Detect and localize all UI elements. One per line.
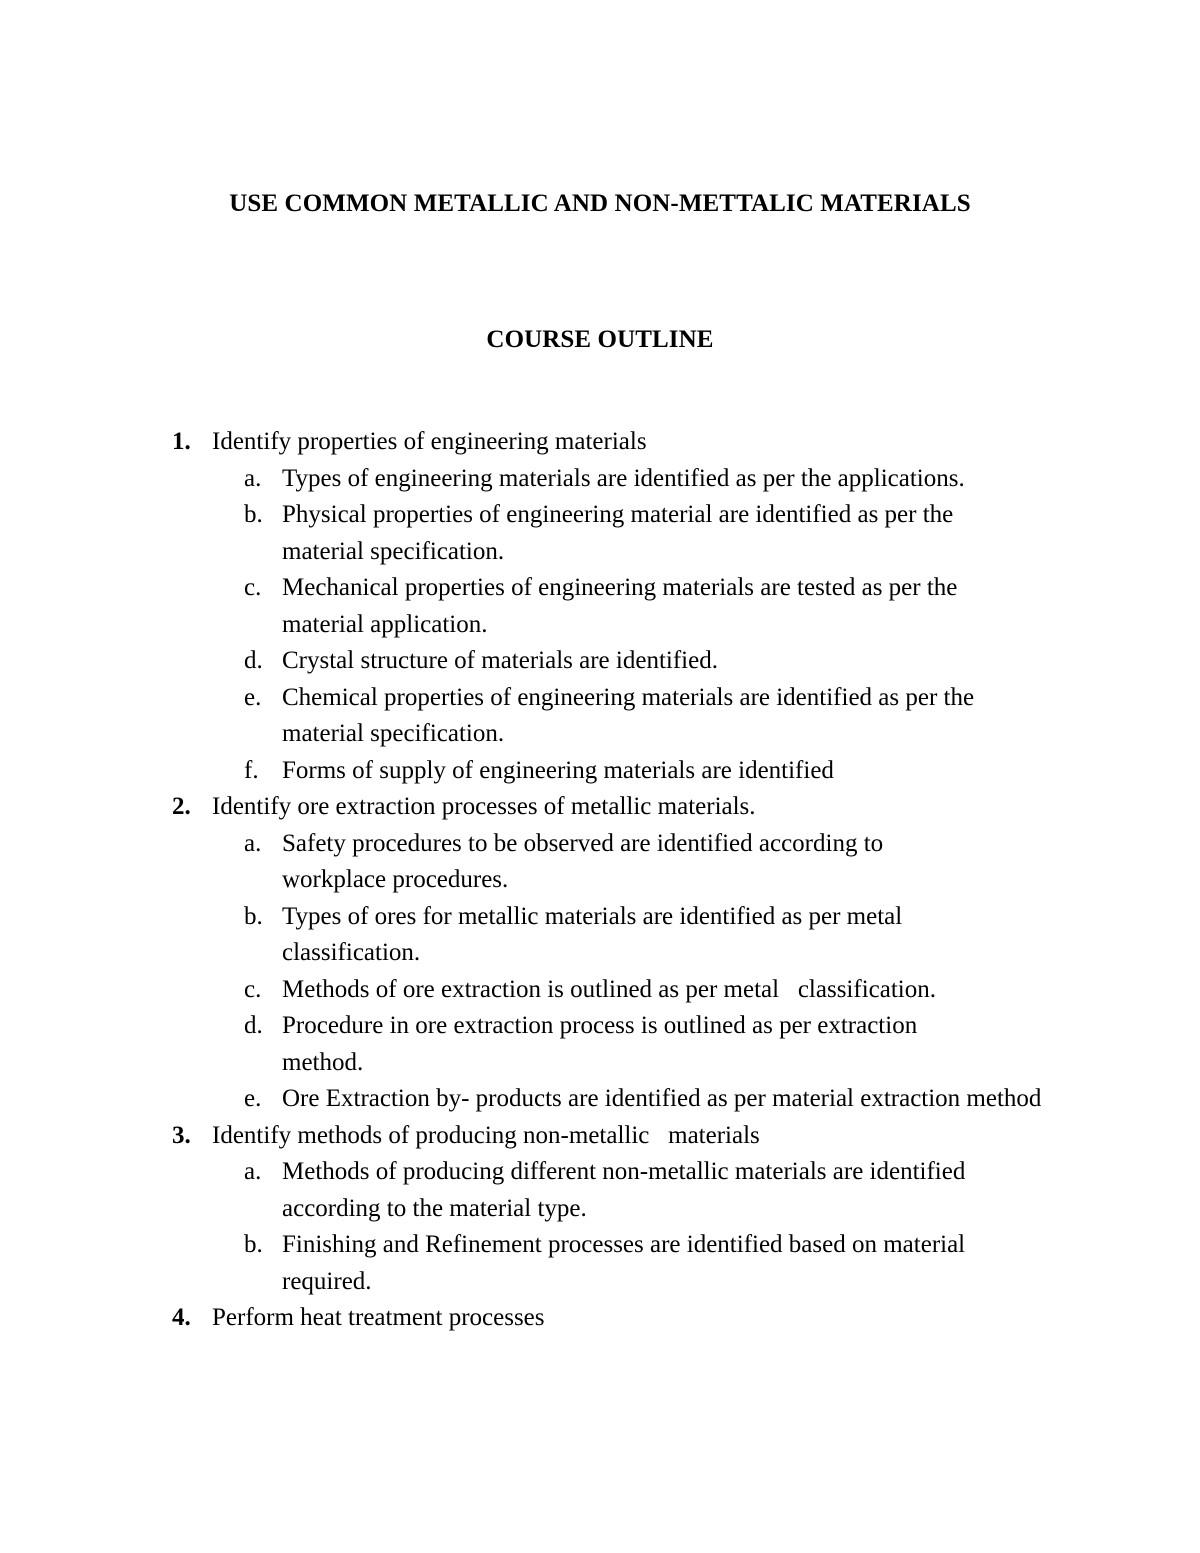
item-text: Methods of ore extraction is outlined as per metal classification. [282, 975, 936, 1003]
item-letter: a. [244, 829, 262, 857]
section-title: Perform heat treatment processes [212, 1304, 545, 1331]
outline-item [212, 1081, 1072, 1118]
item-letter: e. [244, 683, 262, 711]
outline-item [212, 570, 1072, 643]
item-text: Safety procedures to be observed are identified according to workplace procedures. [282, 829, 884, 893]
outline-item [212, 753, 1072, 790]
item-text: Types of ores for metallic materials are identified as per metal classification. [282, 902, 903, 966]
item-text: Procedure in ore extraction process is outlined as per extraction method. [282, 1012, 918, 1076]
item-text: Types of engineering materials are identified as per the applications. [282, 464, 965, 492]
item-text: Physical properties of engineering material are identified as per the material specification. [282, 501, 954, 565]
section-title: Identify properties of engineering materials [212, 428, 647, 455]
outline-section [172, 424, 1072, 789]
item-letter: c. [244, 574, 262, 601]
item-letter: b. [244, 1231, 263, 1258]
outline-item [212, 826, 1072, 899]
item-text: Mechanical properties of engineering materials are tested as per the material application. [282, 574, 958, 638]
item-text: Finishing and Refinement processes are identified based on material required. [282, 1231, 966, 1295]
outline-item [212, 461, 1072, 498]
outline-item [212, 972, 1072, 1009]
outline-item [212, 1227, 1072, 1300]
item-letter: c. [244, 975, 262, 1003]
section-title: Identify methods of producing non-metallic materials [212, 1121, 760, 1149]
outline-section [172, 1118, 1072, 1301]
item-text: Forms of supply of engineering materials are identified [282, 756, 834, 784]
item-text: Methods of producing different non-metallic materials are identified according to the material type. [282, 1158, 966, 1222]
outline-item [212, 497, 1072, 570]
section-number: 1. [172, 428, 191, 455]
section-items [212, 1154, 1072, 1300]
item-text: Chemical properties of engineering materials are identified as per the material specification. [282, 683, 975, 747]
section-items [212, 461, 1072, 790]
item-letter: f. [244, 756, 259, 784]
item-letter: a. [244, 464, 262, 492]
outline-item [212, 899, 1072, 972]
document-title: USE COMMON METALLIC AND NON-METTALIC MATERIALS [229, 190, 971, 217]
item-letter: d. [244, 1012, 263, 1039]
section-number: 3. [172, 1121, 191, 1149]
section-items [212, 826, 1072, 1118]
item-letter: b. [244, 902, 263, 930]
section-number: 2. [172, 793, 191, 820]
item-letter: e. [244, 1085, 262, 1112]
item-letter: a. [244, 1158, 262, 1185]
course-outline-list [172, 424, 1072, 1337]
item-text: Crystal structure of materials are identified. [282, 647, 718, 674]
outline-item [212, 643, 1072, 680]
course-outline-heading: COURSE OUTLINE [486, 326, 714, 353]
item-text: Ore Extraction by- products are identified as per material extraction method [282, 1085, 1042, 1112]
outline-section [172, 789, 1072, 1118]
outline-item [212, 1154, 1072, 1227]
item-letter: b. [244, 501, 263, 528]
section-title: Identify ore extraction processes of metallic materials. [212, 793, 756, 820]
outline-section [172, 1300, 1072, 1337]
outline-item [212, 1008, 1072, 1081]
section-number: 4. [172, 1304, 191, 1331]
outline-item [212, 680, 1072, 753]
item-letter: d. [244, 647, 263, 674]
